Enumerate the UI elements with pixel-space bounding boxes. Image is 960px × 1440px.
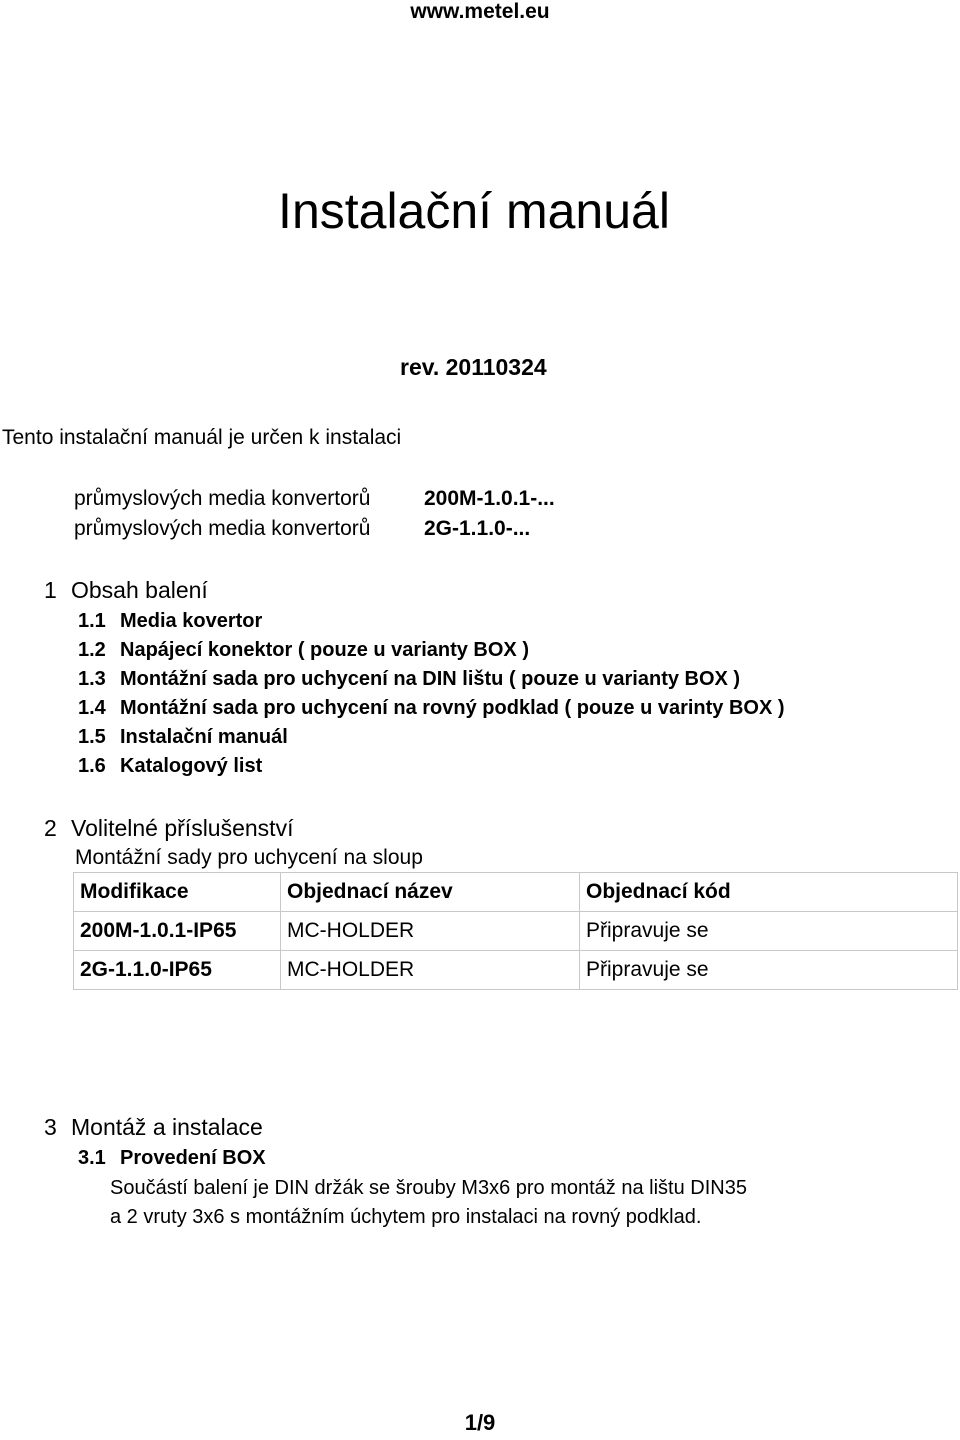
revision-label: rev. 20110324 <box>400 354 547 380</box>
intro-text: Tento instalační manuál je určen k instalaci <box>2 426 402 449</box>
table-cell: 2G-1.1.0-IP65 <box>74 951 281 990</box>
accessories-table <box>73 872 958 990</box>
item-text: Montážní sada pro uchycení na rovný podklad ( pouze u varinty BOX ) <box>120 697 785 719</box>
item-text: Media kovertor <box>120 610 263 632</box>
item-number: 1.2 <box>78 639 106 661</box>
subsection-title: Provedení BOX <box>120 1147 266 1169</box>
column-header: Objednací název <box>281 873 580 912</box>
table-row <box>74 951 958 990</box>
paragraph-line: Součástí balení je DIN držák se šrouby M3x6 pro montáž na lištu DIN35 <box>110 1177 747 1199</box>
list-item <box>78 755 262 778</box>
section-number: 1 <box>44 577 57 603</box>
table-cell: MC-HOLDER <box>281 912 580 951</box>
list-item <box>78 697 785 720</box>
table-header-row <box>74 873 958 912</box>
column-header: Modifikace <box>74 873 281 912</box>
list-item <box>78 726 288 749</box>
item-number: 1.3 <box>78 668 106 690</box>
table-cell: MC-HOLDER <box>281 951 580 990</box>
section-title: Volitelné příslušenství <box>71 815 294 841</box>
section-number: 2 <box>44 815 57 841</box>
table-row <box>74 912 958 951</box>
subsection-heading <box>78 1147 266 1170</box>
item-number: 1.6 <box>78 755 106 777</box>
product-code: 200M-1.0.1-... <box>424 487 555 510</box>
subsection-number: 3.1 <box>78 1147 106 1169</box>
item-number: 1.1 <box>78 610 106 632</box>
item-text: Instalační manuál <box>120 726 288 748</box>
paragraph-line: a 2 vruty 3x6 s montážním úchytem pro instalaci na rovný podklad. <box>110 1206 702 1228</box>
list-item <box>78 610 262 633</box>
list-item <box>78 668 740 691</box>
section-number: 3 <box>44 1114 57 1140</box>
section-title: Obsah balení <box>71 577 208 603</box>
column-header: Objednací kód <box>580 873 958 912</box>
table-cell: 200M-1.0.1-IP65 <box>74 912 281 951</box>
item-text: Montážní sada pro uchycení na DIN lištu ( pouze u varianty BOX ) <box>120 668 741 690</box>
site-url: www.metel.eu <box>410 0 550 23</box>
item-number: 1.4 <box>78 697 106 719</box>
product-name: průmyslových media konvertorů <box>74 487 371 510</box>
product-name: průmyslových media konvertorů <box>74 517 371 540</box>
item-number: 1.5 <box>78 726 106 748</box>
item-text: Katalogový list <box>120 755 263 777</box>
page-number: 1/9 <box>464 1410 496 1435</box>
section-subtitle: Montážní sady pro uchycení na sloup <box>75 846 423 869</box>
section-title: Montáž a instalace <box>71 1114 263 1140</box>
list-item <box>78 639 529 662</box>
document-title: Instalační manuál <box>278 183 670 239</box>
table-cell: Připravuje se <box>580 951 958 990</box>
table-cell: Připravuje se <box>580 912 958 951</box>
item-text: Napájecí konektor ( pouze u varianty BOX ) <box>120 639 529 661</box>
product-code: 2G-1.1.0-... <box>424 517 531 540</box>
